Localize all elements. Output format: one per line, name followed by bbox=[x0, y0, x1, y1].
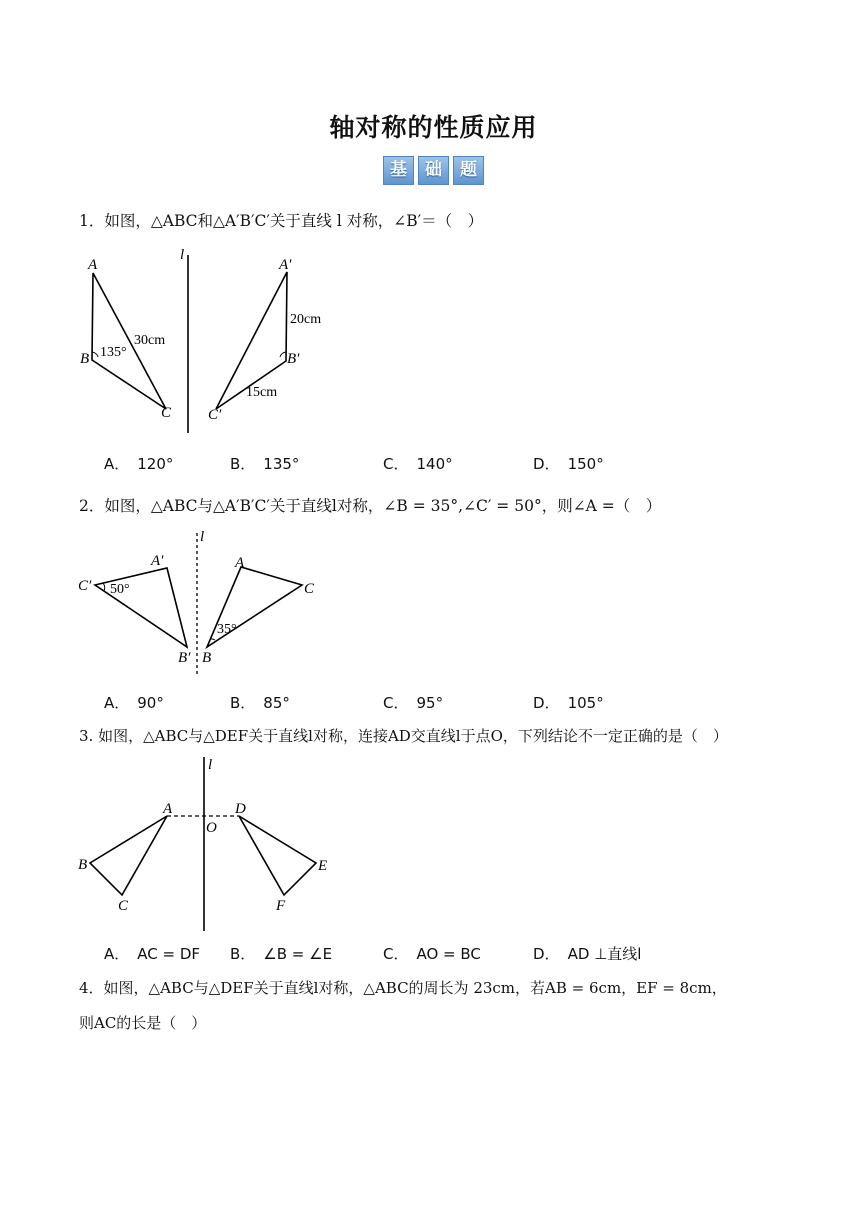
question-4-stem-line2: 则AC的长是（ ） bbox=[79, 1014, 207, 1032]
label-l: l bbox=[208, 757, 213, 773]
label-l: l bbox=[200, 529, 205, 545]
label-a: A bbox=[88, 257, 98, 273]
label-b: B bbox=[202, 650, 212, 666]
label-b: B bbox=[80, 351, 90, 367]
q1-option-d: D． 150° bbox=[533, 455, 604, 473]
label-a1: A′ bbox=[151, 553, 164, 569]
label-d: D bbox=[235, 801, 246, 817]
q3-option-b: B． ∠B = ∠E bbox=[230, 945, 333, 963]
angle-b-arc bbox=[92, 352, 98, 357]
q1-option-b: B． 135° bbox=[230, 455, 300, 473]
question-4-stem-line1: 4．如图，△ABC与△DEF关于直线l对称，△ABC的周长为 23cm，若AB = 6cm，EF = 8cm， bbox=[79, 979, 727, 997]
label-50: 50° bbox=[110, 582, 130, 597]
label-135: 135° bbox=[100, 345, 127, 360]
label-e: E bbox=[318, 858, 328, 874]
label-b: B bbox=[78, 857, 88, 873]
label-30cm: 30cm bbox=[134, 333, 166, 348]
q2-option-b: B． 85° bbox=[230, 694, 290, 712]
q3-option-c: C． AO = BC bbox=[383, 945, 481, 963]
label-l: l bbox=[180, 247, 185, 263]
q2-option-c: C． 95° bbox=[383, 694, 444, 712]
label-20cm: 20cm bbox=[290, 312, 322, 327]
question-1-stem: 1．如图，△ABC和△A′B′C′关于直线 l 对称，∠B′＝（ ） bbox=[79, 212, 484, 230]
question-3-stem: 3. 如图，△ABC与△DEF关于直线l对称，连接AD交直线l于点O，下列结论不一定正确的是（ ） bbox=[79, 727, 728, 745]
question-2-stem: 2．如图，△ABC与△A′B′C′关于直线l对称，∠B = 35°,∠C′ = 50°，则∠A =（ ） bbox=[79, 497, 662, 515]
triangle-a1b1c1 bbox=[95, 568, 187, 647]
label-a: A bbox=[163, 801, 173, 817]
label-b1: B′ bbox=[287, 351, 300, 367]
badge-chu: 础 bbox=[418, 156, 449, 185]
label-o: O bbox=[206, 820, 217, 836]
page-title: 轴对称的性质应用 bbox=[329, 113, 538, 142]
label-c1: C′ bbox=[208, 407, 222, 423]
label-c: C bbox=[161, 405, 172, 421]
label-f: F bbox=[276, 898, 286, 914]
q1-option-c: C． 140° bbox=[383, 455, 453, 473]
q2-option-d: D． 105° bbox=[533, 694, 604, 712]
question-1-figure bbox=[60, 245, 360, 445]
label-a1: A′ bbox=[279, 257, 292, 273]
label-a: A bbox=[235, 555, 245, 571]
label-35: 35° bbox=[217, 622, 237, 637]
label-c: C bbox=[118, 898, 129, 914]
label-b1: B′ bbox=[178, 650, 191, 666]
q3-option-d: D． AD ⊥直线l bbox=[533, 945, 642, 963]
badge-ji: 基 bbox=[383, 156, 414, 185]
triangle-def bbox=[239, 816, 316, 895]
q3-option-a: A． AC = DF bbox=[104, 945, 201, 963]
q2-option-a: A． 90° bbox=[104, 694, 164, 712]
label-c: C bbox=[304, 581, 315, 597]
difficulty-badges bbox=[0, 156, 867, 185]
q1-option-a: A． 120° bbox=[104, 455, 174, 473]
badge-ti: 题 bbox=[453, 156, 484, 185]
question-2-figure bbox=[70, 525, 330, 685]
angle-b1-arc bbox=[280, 352, 286, 357]
question-3-figure bbox=[70, 755, 340, 935]
label-15cm: 15cm bbox=[246, 385, 278, 400]
label-c1: C′ bbox=[78, 578, 92, 594]
triangle-abc bbox=[90, 816, 167, 895]
